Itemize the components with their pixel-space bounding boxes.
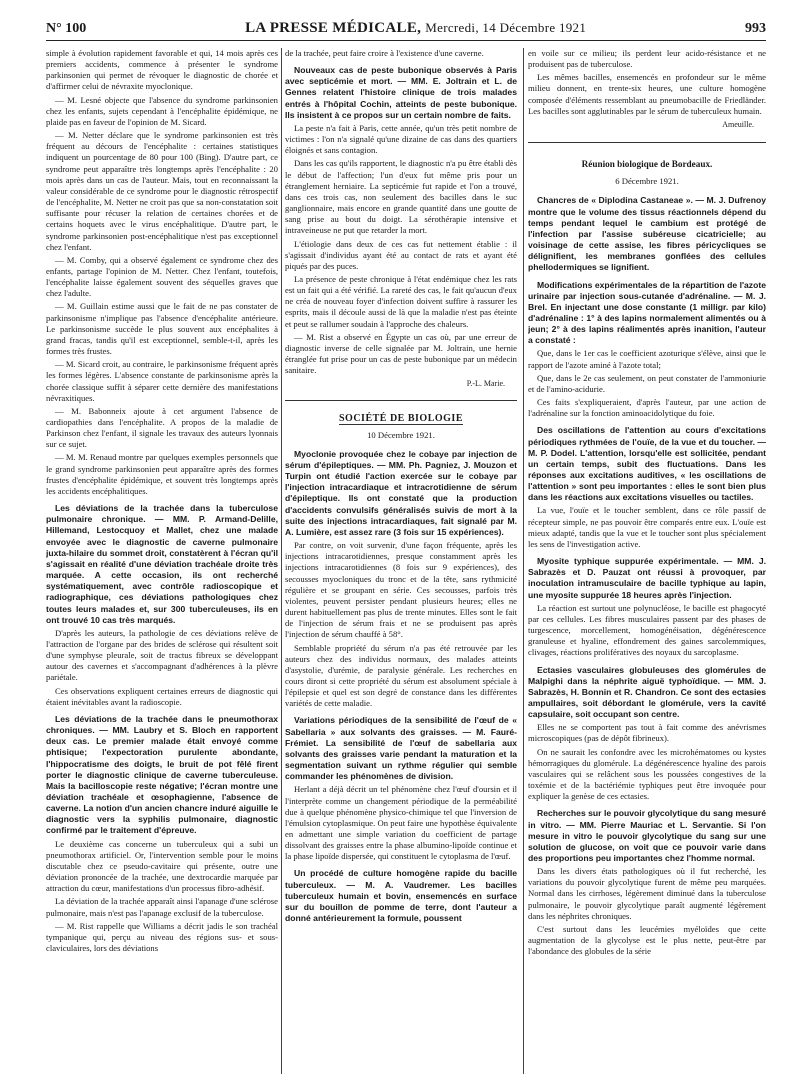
paragraph: Par contre, on voit survenir, d'une façon fréquente, après les injections intracarotidiennes, presque constamment après les injections intracarotidiennes (8 fois sur 9 expériences), des secousses myocloniques du tronc et de la tête, sans rythmicité régulière et se groupant en série. Ces secousses, parfois très violentes, peuvent persister pendant plusieurs heures; elles ne durent habituellement pas plus de trente minutes. Elles sont le fait de l'injection de sérum frais et ne se produisent pas après l'injection de sérum chauffé à 58°. [285,540,517,640]
paragraph: — M. Lesné objecte que l'absence du syndrome parkinsonien chez les enfants, sujets cependant à l'encéphalite épidémique, ne plaide pas en faveur de l'opinion de M. Sicard. [46,94,278,127]
paragraph: Elles ne se comportent pas tout à fait comme des anévrismes microscopiques (pas de dépôt fibrineux). [528,722,766,744]
journal-title: LA PRESSE MÉDICALE, [245,20,422,36]
article-title: Myosite typhique suppurée expérimentale. — MM. J. Sabrazès et D. Pauzat ont réussi à provoquer, par inoculation intramusculaire de bacille typhique au lapin, une myosite suppurée 18 heures après l'injection. [528,556,766,600]
paragraph: — M. Comby, qui a observé également ce syndrome chez des enfants, partage l'opinion de M. Netter. Chez l'enfant, toutefois, l'encéphalite laisse également souvent des séquelles graves que chez l'adulte. [46,254,278,299]
column-3 [528,48,766,1074]
paragraph: La vue, l'ouïe et le toucher semblent, dans ce rôle passif de récepteur simple, ne pas pouvoir être comparés entre eux. L'ouïe est mieux adapté, tandis que la vue et le toucher sont plus spécialement les sens de l'investigation active. [528,505,766,549]
section-heading [285,400,517,424]
paragraph: Que, dans le 1er cas le coefficient azoturique s'élève, ainsi que le rapport de l'azote aminé à l'azote total; [528,348,766,370]
signature: P.-L. Marie. [466,379,505,389]
paragraph: Dans les cas qu'ils rapportent, le diagnostic n'a pu être établi dès le début de l'affection; l'un d'eux fut même pris pour un étranglement herniaire. La septicémie fut rapide et l'on a trouvé, dans ces trois cas, non seulement des bacilles dans le suc ganglionnaire, mais encore en grande quantité dans une goutte de sang prise au bout du doigt. La sérothérapie intensive et intraveineuse ne put que retarder la mort. [285,158,517,236]
section-heading: Réunion biologique de Bordeaux. [528,142,766,170]
article-title: Chancres de « Diplodina Castaneae ». — M. J. Dufrenoy montre que le volume des tissus réactionnels dépend du temps pendant lequel le cambium est protégé de l'infection par l'assise subéreuse cicatricielle; au voisinage de cette assise, les fibres péricycliques se délignifient, les membranes gonflées des cellules phellodermiques se lignifient. [528,195,766,273]
paragraph: en voile sur ce milieu; ils perdent leur acido-résistance et ne produisent pas de tuberculose. [528,48,766,70]
article-title: Des oscillations de l'attention au cours d'excitations périodiques rythmées de l'ouïe, de la vue et du toucher. — M. P. Dodel. L'attention, lorsqu'elle est sollicitée, pendant un certain temps, subit des fluctuations. Dans les réponses aux excitations auditives, « les oscillations de l'attention » sont peu importantes : elles le sont bien plus dans les réactions aux excitations visuelles ou tactiles. [528,425,766,503]
article-title: Nouveaux cas de peste bubonique observés à Paris avec septicémie et mort. — MM. E. Joltrain et L. de Gennes relatent l'histoire clinique de trois malades entrés à l'hôpital Cochin, atteints de peste bubonique. Ils insistent à ce propos sur un certain nombre de faits. [285,65,517,120]
paragraph: — M. Babonneix ajoute à cet argument l'absence de cardiopathies dans l'encéphalite. A propos de la maladie de Parkinson chez l'enfant, il signale les travaux des auteurs lyonnais sur ce sujet. [46,405,278,450]
paragraph: Le deuxième cas concerne un tuberculeux qui a subi un pneumothorax artificiel. Or, l'intervention semble pour le moins discutable chez ce pseudo-cavitaire qui présente, outre une déviation prononcée de la trachée, une dextrocardie marquée par attraction du cœur, manifestations d'un processus fibro-adhésif. [46,838,278,894]
paragraph: Semblable propriété du sérum n'a pas été retrouvée par les auteurs chez des individus normaux, des malades atteints d'asystolie, d'urémie, de paralysie générale. Les recherches en cours diront si cette propriété du sérum est absolument spéciale à l'épilepsie et quel est son degré de constance dans les différentes variétés de cette maladie. [285,642,517,709]
paragraph: — M. Rist rappelle que Williams a décrit jadis le son trachéal tympanique qui, perçu au niveau des régions sus- et sous-claviculaires, lors des déviations [46,920,278,954]
article-title: Recherches sur le pouvoir glycolytique du sang mesuré in vitro. — MM. Pierre Mauriac et L. Servantie. Si l'on mesure in vitro le pouvoir glycolytique du sang sur une solution de glucose, on voit que ce pouvoir varie dans des proportions peu importantes chez l'homme normal. [528,808,766,863]
signature: Ameuille. [722,119,754,129]
paragraph: Herlant a déjà décrit un tel phénomène chez l'œuf d'oursin et il l'interprète comme un changement périodique de la perméabilité due à quelque phénomène physico-chimique tel que l'inversion de l'émulsion cytoplasmique. On peut faire une hypothèse équivalente en admettant une simple variation du coefficient de partage dissolvant des graisses entre la phase albumino-lipoïde continue et la phase lipoïde dispersée, qui constituent le cytoplasma de l'œuf. [285,784,517,862]
article-title: Modifications expérimentales de la répartition de l'azote urinaire par injection sous-cutanée d'adrénaline. — M. J. Brel. En injectant une dose constante (1 milligr. par kilo) d'adrénaline : 1° à des lapins normalement alimentés ou à jeun; 2° à des lapins réalimentés après inanition, l'auteur a constaté : [528,279,766,346]
session-date: 10 Décembre 1921. [367,429,435,440]
page-header [46,20,766,41]
column-divider [523,48,524,1074]
page-number: 993 [745,21,766,36]
paragraph: D'après les auteurs, la pathologie de ces déviations relève de l'attraction de l'organe par des brides de sclérose qui résultent soit d'une symphyse pleurale, soit de tractus fibreux se développant autour des cavernes et s'accompagnant d'adhérences à la plèvre pariétale. [46,627,278,683]
paragraph: — M. Guillain estime aussi que le fait de ne pas constater de parkinsonisme n'implique pas l'absence d'encéphalite antérieure. Le parkinsonisme succède le plus souvent aux encéphalites à grand fracas, tandis qu'il est exceptionnel, semble-t-il, après les formes très frustes. [46,301,278,357]
paragraph: L'étiologie dans deux de ces cas fut nettement établie : il s'agissait d'individus ayant été au contact de rats et ayant été piqués par des puces. [285,238,517,271]
paragraph: Dans les divers états pathologiques où il fut recherché, les variations du pouvoir glycolytique furent de même peu marquées. Normal dans les cirrhoses, légèrement diminué dans la tuberculose pulmonaire, le pouvoir glycolytique paraît augmenté légèrement dans les néphrites chroniques. [528,866,766,921]
column-1 [46,48,278,1074]
article-title: Un procédé de culture homogène rapide du bacille tuberculeux. — M. A. Vaudremer. Les bacilles tuberculeux humain et bovin, ensemencés en surface sur du bouillon de pomme de terre, dont l'auteur a donné antérieurement la formule, poussent [285,868,517,924]
column-divider [281,48,282,1074]
article-title: Variations périodiques de la sensibilité de l'œuf de « Sabellaria » aux solvants des graisses. — M. Fauré-Frémiet. La sensibilité de l'œuf de sabellaria aux solvants des graisses varie pendant la maturation et la segmentation suivant un rythme régulier qui semble commander les phénomènes de division. [285,715,517,782]
paragraph: On ne saurait les confondre avec les microhématomes ou kystes hémorragiques du glomérule. La dégénérescence hyaline des parois vasculaires qui se relâchent sous les poussées congestives de la toxémie et de la bactériémie typhiques peut être invoquée pour expliquer la genèse de ces ectasies. [528,746,766,802]
paragraph: La déviation de la trachée apparaît ainsi l'apanage d'une sclérose pulmonaire, mais n'est pas l'apanage exclusif de la tuberculose. [46,896,278,918]
section-heading-text: SOCIÉTÉ DE BIOLOGIE [339,412,463,424]
article-title: Ectasies vasculaires globuleuses des glomérules de Malpighi dans la néphrite aiguë typhoïdique. — MM. J. Sabrazès, H. Bonnin et R. Chandron. Ce sont des ectasies ampullaires, soit débordant le glomérule, vers la cavité capsulaire, soit occupant son centre. [528,664,766,720]
paragraph: La présence de peste chronique à l'état endémique chez les rats est un fait qui a été vérifié. La rareté des cas, le fait qu'aucun d'eux ne créa de nouveau foyer d'infection doivent suffire à rassurer les esprits, mais il découle aussi de là que la maladie n'est pas éteinte et peut se rallumer soudain à l'approche des chaleurs. [285,273,517,329]
session-date: 6 Décembre 1921. [615,176,679,187]
paragraph: — M. Rist a observé en Égypte un cas où, par une erreur de diagnostic inverse de celle signalée par M. Joltrain, une hernie étranglée fut prise pour un cas de peste bubonique par un médecin sanitaire. [285,331,517,376]
journal-title-line [245,20,586,37]
paragraph: La peste n'a fait à Paris, cette année, qu'un très petit nombre de victimes : l'on n'a signalé qu'une dizaine de cas dans des quartiers éloignés et sans contagion. [285,122,517,156]
paragraph: Ces faits s'expliqueraient, d'après l'auteur, par une action de l'adrénaline sur la fonction aminoacidolytique du foie. [528,397,766,419]
issue-number: N° 100 [46,21,87,36]
paragraph: Les mêmes bacilles, ensemencés en profondeur sur le même milieu donnent, en trente-six heures, une culture homogène composée d'éléments ressemblant au pneumobacille de Friedländer. Les bacilles sont agglutinables par le sérum de tuberculeux humain. [528,72,766,116]
column-2 [285,48,517,1074]
article-title: Les déviations de la trachée dans le pneumothorax chroniques. — MM. Laubry et S. Bloch en rapportent deux cas. Le premier malade était envoyé comme phtisique; l'expectoration purulente abondante, l'hippocratisme des doigts, le bruit de pot fêlé firent porter le diagnostic clinique de caverne tuberculeuse. Mais la bacilloscopie reste négative; l'écran montre une déviation trachéale et œsophagienne, l'absence de caverne. La notion d'un ancien chancre induré aiguille le diagnostic vers la syphilis pulmonaire, diagnostic confirmé par le traitement d'épreuve. [46,713,278,836]
issue-date: Mercredi, 14 Décembre 1921 [425,20,587,35]
paragraph: simple à évolution rapidement favorable et qui, 14 mois après ces premiers accidents, commence à présenter le syndrome parkinsonien qui permet de révoquer le diagnostic de chorée et d'affirmer celui de névraxite myoclonique. [46,48,278,92]
paragraph: — M. Netter déclare que le syndrome parkinsonien est très fréquent au décours de l'encéphalite : certaines statistiques indiquent un pourcentage de 80 pour 100 (Bing). D'autre part, ce syndrome peut apparaître très longtemps après l'encéphalite : 20 mois après dans un cas de l'auteur. Mais, tout en reconnaissant la valeur considérable de ce syndrome pour le diagnostic rétrospectif de l'encéphalite, M. Netter ne croit pas que sa non-constatation soit suffisante pour récuser la relation de certaines chorées et de certains hoquets avec le virus encéphalitique. D'autre part, le syndrome parkinsonien post-encéphalitique n'est pas exceptionnel chez l'enfant. [46,130,278,252]
paragraph: C'est surtout dans les leucémies myéloïdes que cette augmentation de la glycolyse est le plus nette, peut-être par l'abondance des globules de la série [528,923,766,957]
paragraph: — M. Sicard croit, au contraire, le parkinsonisme fréquent après les formes légères. L'absence constante de parkinsonisme après la chorée classique suffit à séparer cette dernière des manifestations névraxitiques. [46,359,278,403]
article-title: Myoclonie provoquée chez le cobaye par injection de sérum d'épileptiques. — MM. Ph. Pagniez, J. Mouzon et Turpin ont étudié l'action exercée sur le cobaye par l'injection intracardiaque et intracrotidienne de sérum d'épileptique. Ils ont constaté que la production d'accidents convulsifs généralisés suivis de mort à la suite des injections intracardiaques, fait signalé par M. A. Lumière, est assez rare (3 fois sur 15 expériences). [285,448,517,537]
paragraph: de la trachée, peut faire croire à l'existence d'une caverne. [285,48,484,58]
paragraph: Ces observations expliquent certaines erreurs de diagnostic qui étaient inévitables avant la radioscopie. [46,685,278,707]
paragraph: La réaction est surtout une polynucléose, le bacille est phagocyté par ces cellules. Les fibres musculaires passent par des phases de turgescence, morcellement, homogénéisation, dégénérescence granuleuse et hyaline, effondrement des gaines sarcolemmiques, clivages, réactions prolifératives des noyaux du sarcoplasme. [528,602,766,658]
article-title: Les déviations de la trachée dans la tuberculose pulmonaire chronique. — MM. P. Armand-Delille, Hillemand, Lestocquoy et Mallet, chez une malade envoyée avec le diagnostic de caverne pulmonaire juxta-hilaire du sommet droit, constatèrent à l'écran qu'il s'agissait en réalité d'une déviation trachéale droite très marquée. A cette occasion, ils ont recherché systématiquement, avec contrôle radioscopique et radiographique, ces déviations pathologiques chez toutes leurs malades et, sur 300 tuberculeuses, ils en ont trouvé 10 cas très marqués. [46,503,278,625]
paragraph: Que, dans le 2e cas seulement, on peut constater de l'ammoniurie et de l'amino-acidurie. [528,372,766,394]
paragraph: — M. M. Renaud montre par quelques exemples personnels que le grand syndrome parkinsonien peut apparaître après des formes frustes d'encéphalite épidémique, et souvent très longtemps après les accidents encéphalitiques. [46,452,278,496]
